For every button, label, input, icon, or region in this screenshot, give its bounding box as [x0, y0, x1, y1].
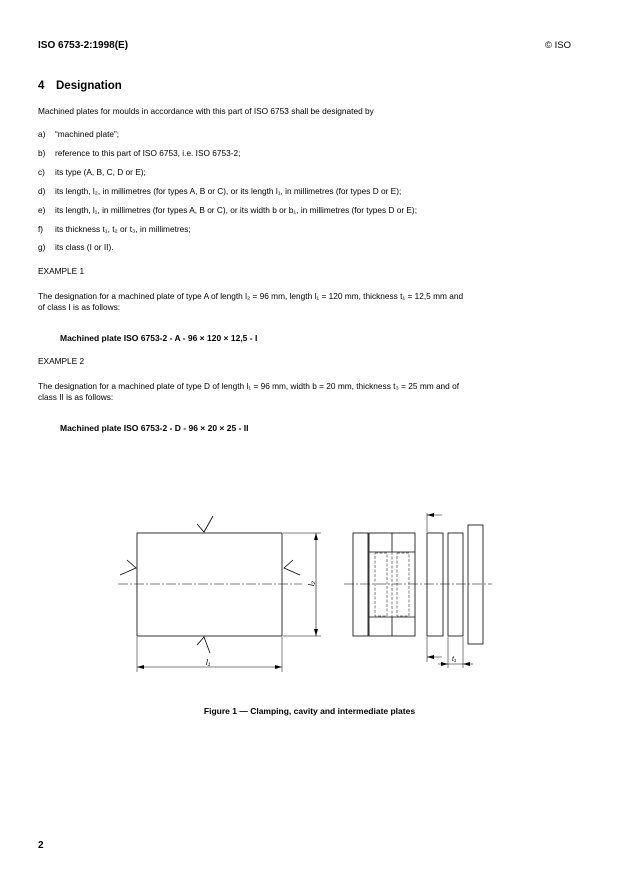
- document-id: ISO 6753-2:1998(E): [38, 40, 129, 51]
- label-l1: l₁: [206, 658, 211, 667]
- clamping-plate: [353, 533, 368, 636]
- plate-outline: [137, 533, 282, 636]
- list-item: a) “machined plate”;: [38, 129, 120, 139]
- list-item: f) its thickness t₁, t₂ or t₃, in millimetres;: [38, 224, 191, 234]
- list-item: b) reference to this part of ISO 6753, i.e. ISO 6753-2;: [38, 148, 241, 158]
- clamping-plate: [468, 525, 483, 644]
- example-1-designation: Machined plate ISO 6753-2 - A - 96 × 120 × 12,5 - I: [60, 333, 258, 343]
- example-2-heading: EXAMPLE 2: [38, 356, 85, 366]
- list-item: c) its type (A, B, C, D or E);: [38, 167, 146, 177]
- list-item: e) its length, l₁, in millimetres (for types A, B or C), or its width b or b₁, in millimetres (for types D or E);: [38, 205, 418, 215]
- section-title: Designation: [56, 80, 122, 92]
- example-2-text-line-2: class II is as follows:: [38, 392, 114, 402]
- label-l2: l₂: [307, 581, 316, 586]
- list-item: g) its class (I or II).: [38, 242, 114, 252]
- intermediate-plate: [448, 533, 463, 636]
- intermediate-plate: [427, 533, 443, 636]
- list-item: d) its length, l₂, in millimetres (for types A, B or C), or its length l₁, in millimetres (for types D or E);: [38, 186, 402, 196]
- example-2-text-line-1: The designation for a machined plate of type D of length l₁ = 96 mm, width b = 20 mm, thickness t₃ = 25 mm and of: [38, 381, 460, 391]
- example-1-text-line-1: The designation for a machined plate of type A of length l₂ = 96 mm, length l₁ = 120 mm, thickness t₁ = 12,5 mm and: [38, 291, 464, 301]
- section-number: 4: [38, 80, 45, 92]
- label-t1: t₁: [452, 656, 457, 663]
- example-2-designation: Machined plate ISO 6753-2 - D - 96 × 20 × 25 - II: [60, 423, 249, 433]
- example-1-text-line-2: of class I is as follows:: [38, 302, 121, 312]
- figure-caption: Figure 1 — Clamping, cavity and intermediate plates: [203, 706, 416, 716]
- copyright-notice: © ISO: [544, 40, 571, 51]
- surface-symbol-right: [284, 560, 300, 575]
- intro-paragraph: Machined plates for moulds in accordance with this part of ISO 6753 shall be designated by: [38, 106, 374, 116]
- surface-symbol-top: [197, 516, 213, 532]
- example-1-heading: EXAMPLE 1: [38, 266, 85, 276]
- surface-symbol-bottom: [197, 637, 210, 653]
- page-number: 2: [38, 840, 44, 851]
- surface-symbol-left: [120, 560, 136, 575]
